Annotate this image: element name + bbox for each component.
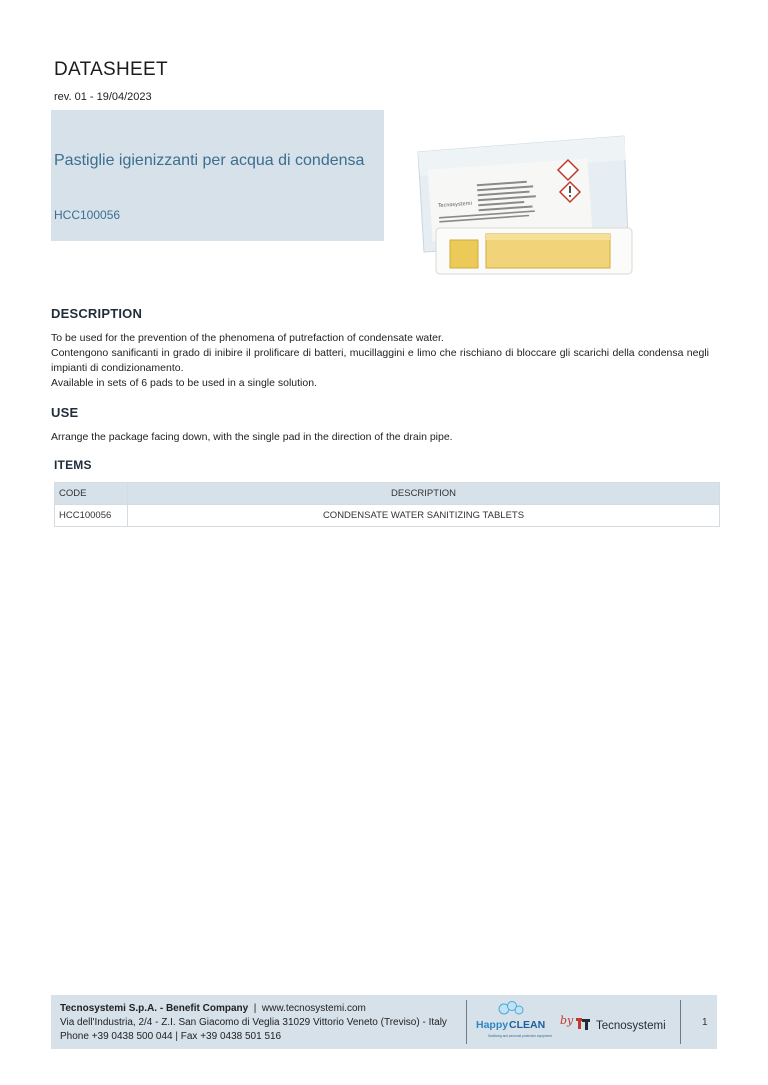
product-name: Pastiglie igienizzanti per acqua di condensa — [54, 152, 365, 169]
footer-separator: | — [253, 1003, 257, 1014]
footer-contact-block — [60, 1002, 447, 1044]
item-description-cell: CONDENSATE WATER SANITIZING TABLETS — [128, 505, 720, 527]
items-table-header — [55, 483, 720, 505]
product-code: HCC100056 — [54, 208, 121, 222]
column-header-code: CODE — [55, 483, 128, 505]
items-table — [54, 482, 720, 527]
use-text: Arrange the package facing down, with the single pad in the direction of the drain pipe. — [51, 431, 453, 443]
happy-clean-logo — [474, 1000, 558, 1046]
description-heading: DESCRIPTION — [51, 306, 143, 321]
package-brand-text: Tecnosystemi — [438, 200, 473, 210]
logo-tagline: Sanitizing and personal protection equipment — [488, 1034, 552, 1038]
tecnosystemi-logo — [576, 1010, 668, 1038]
items-heading: ITEMS — [54, 458, 92, 472]
description-line-1: To be used for the prevention of the phenomena of putrefaction of condensate water. — [51, 332, 444, 344]
logo-clean-text: CLEAN — [509, 1019, 546, 1031]
use-heading: USE — [51, 405, 79, 420]
item-code-cell: HCC100056 — [55, 505, 128, 527]
description-line-2: Contengono sanificanti in grado di inibire il prolificare di batteri, mucillaggini e limo che rischiano di bloccare gli scarichi della condensa negli impianti di condizionamento. — [51, 347, 709, 374]
page-number: 1 — [702, 1017, 708, 1028]
footer-company: Tecnosystemi S.p.A. - Benefit Company — [60, 1003, 249, 1014]
footer-divider — [466, 1000, 467, 1044]
logo-tecno-text: Tecnosystemi — [596, 1020, 666, 1032]
footer-contacts: Phone +39 0438 500 044 | Fax +39 0438 501 516 — [60, 1031, 282, 1042]
logo-happy-text: Happy — [476, 1019, 509, 1031]
tecnosystemi-mark-icon — [576, 1018, 590, 1030]
revision-date: rev. 01 - 19/04/2023 — [54, 91, 152, 103]
table-row — [55, 505, 720, 527]
product-photo — [410, 130, 640, 280]
datasheet-title: DATASHEET — [54, 59, 168, 80]
footer-website-link[interactable]: www.tecnosystemi.com — [261, 1003, 366, 1014]
column-header-description: DESCRIPTION — [128, 483, 720, 505]
description-text — [51, 331, 709, 391]
description-line-3: Available in sets of 6 pads to be used in a single solution. — [51, 377, 317, 389]
footer-divider — [680, 1000, 681, 1044]
footer-address: Via dell'Industria, 2/4 - Z.I. San Giacomo di Veglia 31029 Vittorio Veneto (Treviso) - Italy — [60, 1017, 447, 1028]
by-mark: by — [560, 1014, 574, 1027]
